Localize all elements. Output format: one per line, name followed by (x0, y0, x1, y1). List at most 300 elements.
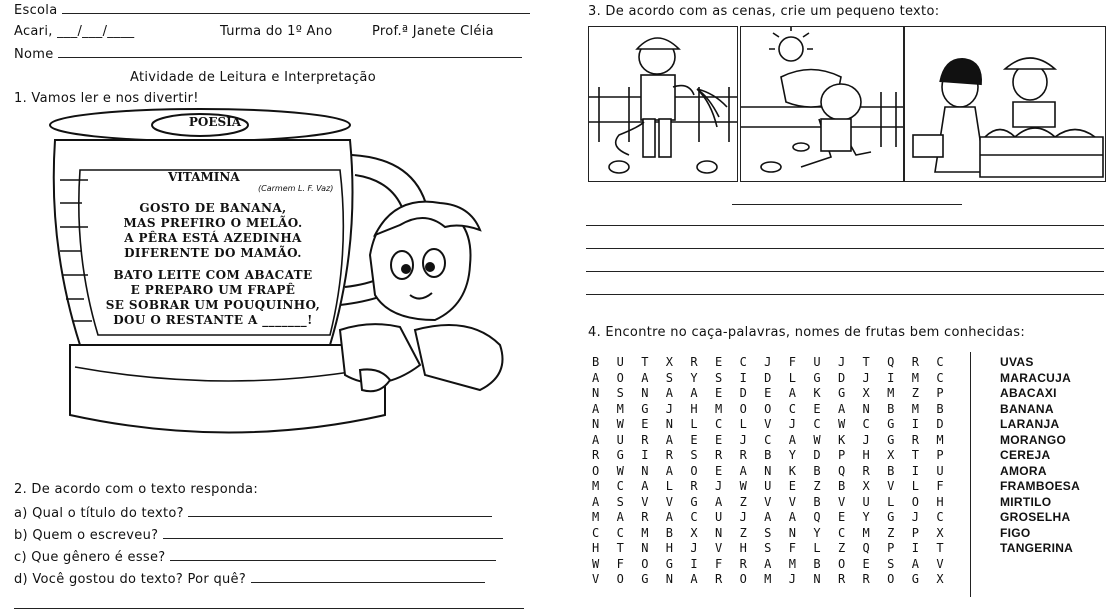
grid-letter[interactable]: O (911, 494, 919, 509)
grid-letter[interactable]: G (616, 448, 624, 462)
grid-letter[interactable]: A (592, 432, 600, 447)
grid-letter[interactable]: C (936, 510, 944, 524)
grid-letter[interactable]: D (936, 417, 944, 431)
q2-d-extra-line[interactable] (14, 608, 524, 609)
grid-letter[interactable]: I (911, 541, 919, 555)
grid-row (592, 355, 961, 371)
word-list-item: TANGERINA (1000, 541, 1074, 555)
grid-letter[interactable]: K (813, 386, 821, 400)
grid-letter[interactable]: L (887, 494, 895, 509)
grid-letter[interactable]: E (714, 386, 723, 400)
grid-letter[interactable]: R (641, 510, 649, 524)
grid-letter[interactable]: D (837, 370, 846, 385)
grid-letter[interactable]: Q (837, 463, 846, 478)
grid-letter[interactable]: C (592, 525, 600, 540)
grid-letter[interactable]: W (592, 556, 600, 571)
grid-letter[interactable]: L (813, 541, 821, 555)
grid-letter[interactable]: J (911, 510, 919, 524)
grid-letter[interactable]: R (592, 448, 600, 462)
grid-letter[interactable]: B (813, 556, 821, 571)
grid-letter[interactable]: N (665, 572, 674, 586)
grid-letter[interactable]: Y (788, 448, 796, 462)
grid-letter[interactable]: V (788, 494, 796, 509)
grid-letter[interactable]: X (665, 355, 674, 369)
grid-letter[interactable]: L (788, 370, 796, 385)
grid-letter[interactable]: V (641, 494, 649, 509)
q4-label: 4. Encontre no caça-palavras, nomes de frutas bem conhecidas: (588, 325, 1026, 340)
grid-letter[interactable]: V (936, 556, 944, 571)
grid-letter[interactable]: O (616, 370, 624, 385)
grid-letter[interactable]: J (739, 432, 747, 447)
grid-letter[interactable]: E (764, 386, 772, 400)
school-line (14, 2, 530, 18)
grid-letter[interactable]: A (592, 494, 600, 509)
grid-letter[interactable]: A (641, 370, 649, 385)
grid-letter[interactable]: X (862, 386, 870, 400)
grid-letter[interactable]: V (665, 494, 674, 509)
q2-c-label: c) Que gênero é esse? (14, 550, 166, 565)
poem-title: VITAMINA (168, 170, 240, 184)
word-list-item: FRAMBOESA (1000, 479, 1081, 493)
grid-letter[interactable]: R (641, 432, 649, 447)
grid-letter[interactable]: B (936, 401, 944, 416)
grid-letter[interactable]: E (862, 556, 870, 571)
grid-letter[interactable]: G (641, 572, 649, 586)
grid-letter[interactable]: B (813, 463, 821, 478)
grid-letter[interactable]: R (862, 572, 870, 586)
grid-letter[interactable]: Z (911, 386, 919, 400)
grid-row (592, 386, 961, 402)
q2-a (14, 505, 492, 521)
grid-letter[interactable]: C (616, 479, 624, 493)
grid-letter[interactable]: K (788, 463, 796, 478)
grid-letter[interactable]: G (813, 370, 821, 385)
grid-letter[interactable]: O (592, 463, 600, 478)
grid-letter[interactable]: J (764, 355, 772, 369)
grid-letter[interactable]: T (936, 541, 944, 555)
grid-letter[interactable]: M (862, 525, 870, 540)
teacher-label: Prof.ª Janete Cléia (372, 24, 494, 39)
grid-letter[interactable]: C (862, 417, 870, 431)
grid-letter[interactable]: X (936, 525, 944, 540)
grid-letter[interactable]: U (813, 355, 821, 369)
grid-letter[interactable]: Z (739, 494, 747, 509)
grid-letter[interactable]: X (862, 479, 870, 493)
grid-letter[interactable]: E (813, 401, 821, 416)
grid-letter[interactable]: B (592, 355, 600, 369)
poem-stanza-1 (78, 201, 348, 261)
grid-letter[interactable]: H (592, 541, 600, 555)
name-label: Nome (14, 47, 54, 62)
grid-letter[interactable]: J (739, 510, 747, 524)
grid-letter[interactable]: O (641, 556, 649, 571)
grid-letter[interactable]: N (641, 463, 649, 478)
class-label: Turma do 1º Ano (220, 24, 333, 39)
grid-letter[interactable]: V (837, 494, 846, 509)
word-list-divider (970, 352, 971, 597)
grid-letter[interactable]: R (665, 448, 674, 462)
grid-letter[interactable]: N (788, 525, 796, 540)
grid-letter[interactable]: C (616, 525, 624, 540)
grid-letter[interactable]: P (837, 448, 846, 462)
grid-letter[interactable]: E (837, 510, 846, 524)
grid-letter[interactable]: M (936, 432, 944, 447)
grid-letter[interactable]: A (690, 572, 698, 586)
grid-letter[interactable]: C (764, 432, 772, 447)
grid-letter[interactable]: S (616, 494, 624, 509)
grid-letter[interactable]: C (936, 355, 944, 369)
grid-letter[interactable]: T (862, 355, 870, 369)
grid-letter[interactable]: G (887, 510, 895, 524)
q2-d-label: d) Você gostou do texto? Por quê? (14, 572, 247, 587)
grid-letter[interactable]: S (714, 370, 723, 385)
grid-letter[interactable]: F (936, 479, 944, 493)
date-label: Acari, ___/___/____ (14, 24, 135, 39)
grid-letter[interactable]: U (862, 494, 870, 509)
grid-letter[interactable]: P (911, 525, 919, 540)
grid-letter[interactable]: A (764, 510, 772, 524)
q3-text-line[interactable] (586, 225, 1104, 226)
grid-letter[interactable]: M (911, 370, 919, 385)
q2-d-answer-field[interactable] (251, 571, 485, 583)
grid-letter[interactable]: B (837, 479, 846, 493)
word-list-item: AMORA (1000, 463, 1047, 478)
grid-letter[interactable]: H (862, 448, 870, 462)
q3-text-line[interactable] (586, 271, 1104, 272)
grid-letter[interactable]: M (592, 510, 600, 524)
grid-letter[interactable]: G (641, 401, 649, 416)
word-list-item: FIGO (1000, 525, 1031, 540)
grid-letter[interactable]: A (788, 432, 796, 447)
grid-letter[interactable]: C (813, 417, 821, 431)
grid-letter[interactable]: H (739, 541, 747, 555)
word-list-item: MIRTILO (1000, 494, 1052, 509)
q2-a-answer-field[interactable] (188, 505, 492, 517)
grid-letter[interactable]: N (592, 386, 600, 400)
grid-letter[interactable]: B (813, 494, 821, 509)
grid-letter[interactable]: B (887, 463, 895, 478)
grid-letter[interactable]: C (690, 510, 698, 524)
grid-letter[interactable]: V (764, 494, 772, 509)
grid-letter[interactable]: F (788, 355, 796, 369)
grid-letter[interactable]: W (616, 463, 624, 478)
word-list (1000, 355, 1080, 557)
grid-letter[interactable]: N (862, 401, 870, 416)
grid-letter[interactable]: D (813, 448, 821, 462)
grid-letter[interactable]: I (739, 370, 747, 385)
scene-panel-2 (740, 26, 904, 182)
q2-c-answer-field[interactable] (170, 549, 496, 561)
grid-letter[interactable]: G (837, 386, 846, 400)
grid-letter[interactable]: N (764, 463, 772, 478)
child-with-basket-icon (741, 27, 903, 181)
word-list-item: CEREJA (1000, 448, 1051, 462)
grid-letter[interactable]: Z (739, 525, 747, 540)
grid-letter[interactable]: V (764, 417, 772, 431)
grid-letter[interactable]: U (714, 510, 723, 524)
grid-letter[interactable]: L (665, 479, 674, 493)
grid-row (592, 510, 961, 526)
grid-letter[interactable]: U (936, 463, 944, 478)
scene-panel-1 (588, 26, 738, 182)
word-list-item: BANANA (1000, 401, 1054, 416)
grid-letter[interactable]: M (788, 556, 796, 571)
grid-letter[interactable]: N (813, 572, 821, 586)
q2-d (14, 571, 485, 587)
school-label: Escola (14, 3, 58, 18)
grid-letter[interactable]: A (764, 556, 772, 571)
grid-letter[interactable]: J (862, 432, 870, 447)
grid-letter[interactable]: N (665, 417, 674, 431)
grid-letter[interactable]: V (592, 572, 600, 586)
grid-row (592, 495, 961, 511)
grid-letter[interactable]: P (936, 448, 944, 462)
grid-row (592, 433, 961, 449)
grid-letter[interactable]: I (911, 463, 919, 478)
grid-letter[interactable]: N (641, 541, 649, 555)
grid-letter[interactable]: C (739, 355, 747, 369)
grid-row (592, 448, 961, 464)
q3-label: 3. De acordo com as cenas, crie um pequeno texto: (588, 4, 940, 19)
poem-line: DOU O RESTANTE A _______! (113, 313, 313, 327)
grid-letter[interactable]: M (764, 572, 772, 586)
grid-letter[interactable]: T (616, 541, 624, 555)
grid-letter[interactable]: O (764, 401, 772, 416)
grid-letter[interactable]: R (911, 355, 919, 369)
grid-letter[interactable]: Z (887, 525, 895, 540)
grid-letter[interactable]: A (739, 463, 747, 478)
grid-letter[interactable]: Q (862, 541, 870, 555)
grid-letter[interactable]: Y (690, 370, 698, 385)
grid-letter[interactable]: U (616, 355, 624, 369)
word-list-item: MORANGO (1000, 432, 1067, 447)
poem-line: DIFERENTE DO MAMÃO. (124, 246, 302, 260)
grid-letter[interactable]: G (665, 556, 674, 571)
grid-letter[interactable]: R (690, 479, 698, 493)
grid-letter[interactable]: L (690, 417, 698, 431)
grid-letter[interactable]: B (665, 525, 674, 540)
word-search-grid[interactable] (592, 355, 961, 588)
q3-text-line[interactable] (586, 248, 1104, 249)
grid-letter[interactable]: E (788, 479, 796, 493)
grid-letter[interactable]: J (714, 479, 723, 493)
grid-letter[interactable]: J (837, 355, 846, 369)
grid-letter[interactable]: X (887, 448, 895, 462)
grid-letter[interactable]: A (665, 386, 674, 400)
grid-letter[interactable]: N (641, 386, 649, 400)
word-list-item: ABACAXI (1000, 386, 1057, 400)
q1-label: 1. Vamos ler e nos divertir! (14, 91, 199, 106)
grid-letter[interactable]: A (714, 494, 723, 509)
grid-letter[interactable]: M (592, 479, 600, 493)
grid-letter[interactable]: E (690, 432, 698, 447)
grid-letter[interactable]: N (592, 417, 600, 431)
grid-letter[interactable]: E (714, 432, 723, 447)
grid-letter[interactable]: M (616, 401, 624, 416)
grid-letter[interactable]: Q (813, 510, 821, 524)
word-list-item: GROSELHA (1000, 510, 1071, 524)
grid-letter[interactable]: O (616, 572, 624, 586)
grid-letter[interactable]: A (616, 510, 624, 524)
grid-letter[interactable]: P (936, 386, 944, 400)
grid-letter[interactable]: A (788, 386, 796, 400)
grid-letter[interactable]: U (616, 432, 624, 447)
grid-row (592, 417, 961, 433)
grid-letter[interactable]: K (837, 432, 846, 447)
grid-letter[interactable]: A (665, 432, 674, 447)
grid-letter[interactable]: R (739, 556, 747, 571)
activity-title: Atividade de Leitura e Interpretação (130, 70, 376, 85)
grid-letter[interactable]: R (739, 448, 747, 462)
q2-b (14, 527, 503, 543)
name-field[interactable] (58, 46, 522, 58)
grid-letter[interactable]: I (911, 417, 919, 431)
grid-letter[interactable]: R (714, 572, 723, 586)
grid-letter[interactable]: M (641, 525, 649, 540)
grid-row (592, 557, 961, 573)
grid-letter[interactable]: D (764, 370, 772, 385)
grid-row (592, 464, 961, 480)
grid-letter[interactable]: R (837, 572, 846, 586)
grid-letter[interactable]: G (911, 572, 919, 586)
grid-letter[interactable]: R (690, 355, 698, 369)
grid-letter[interactable]: B (764, 448, 772, 462)
grid-letter[interactable]: U (764, 479, 772, 493)
grid-letter[interactable]: V (714, 541, 723, 555)
grid-letter[interactable]: J (788, 417, 796, 431)
grid-letter[interactable]: L (739, 417, 747, 431)
grid-letter[interactable]: I (690, 556, 698, 571)
grid-letter[interactable]: R (714, 448, 723, 462)
word-list-item: UVAS (1000, 355, 1034, 369)
grid-letter[interactable]: A (665, 463, 674, 478)
grid-letter[interactable]: J (690, 541, 698, 555)
grid-letter[interactable]: W (616, 417, 624, 431)
q3-title-line[interactable] (732, 204, 962, 205)
grid-letter[interactable]: C (788, 401, 796, 416)
grid-letter[interactable]: L (911, 479, 919, 493)
grid-letter[interactable]: Y (813, 525, 821, 540)
grid-letter[interactable]: S (690, 448, 698, 462)
grid-letter[interactable]: A (641, 479, 649, 493)
q2-c (14, 549, 496, 565)
fruit-market-icon (905, 27, 1105, 181)
grid-letter[interactable]: W (739, 479, 747, 493)
grid-letter[interactable]: R (862, 463, 870, 478)
grid-letter[interactable]: Z (837, 541, 846, 555)
grid-letter[interactable]: O (739, 572, 747, 586)
q3-text-line[interactable] (586, 294, 1104, 295)
school-field[interactable] (62, 2, 530, 14)
grid-letter[interactable]: G (887, 432, 895, 447)
grid-row (592, 541, 961, 557)
poem-line: BATO LEITE COM ABACATE (113, 268, 313, 282)
word-list-item: LARANJA (1000, 417, 1060, 431)
grid-letter[interactable]: Q (887, 355, 895, 369)
poem-line: E PREPARO UM FRAPÊ (130, 283, 296, 297)
grid-letter[interactable]: A (911, 556, 919, 571)
grid-letter[interactable]: J (862, 370, 870, 385)
grid-letter[interactable]: D (739, 386, 747, 400)
grid-letter[interactable]: V (887, 479, 895, 493)
grid-letter[interactable]: E (714, 355, 723, 369)
poem-author: (Carmem L. F. Vaz) (258, 184, 334, 193)
grid-letter[interactable]: S (616, 386, 624, 400)
grid-letter[interactable]: H (665, 541, 674, 555)
grid-letter[interactable]: G (690, 494, 698, 509)
grid-letter[interactable]: B (887, 401, 895, 416)
grid-letter[interactable]: T (641, 355, 649, 369)
grid-letter[interactable]: P (887, 541, 895, 555)
grid-row (592, 479, 961, 495)
grid-letter[interactable]: A (592, 401, 600, 416)
grid-letter[interactable]: H (690, 401, 698, 416)
grid-letter[interactable]: A (665, 510, 674, 524)
grid-letter[interactable]: S (764, 525, 772, 540)
grid-letter[interactable]: A (690, 386, 698, 400)
scene-panel-3 (904, 26, 1106, 182)
grid-letter[interactable]: H (936, 494, 944, 509)
grid-row (592, 526, 961, 542)
grid-letter[interactable]: F (714, 556, 723, 571)
grid-row (592, 371, 961, 387)
grid-letter[interactable]: A (788, 510, 796, 524)
grid-letter[interactable]: A (837, 401, 846, 416)
word-list-item: MARACUJA (1000, 370, 1072, 385)
grid-letter[interactable]: E (714, 463, 723, 478)
grid-letter[interactable]: I (887, 370, 895, 385)
grid-letter[interactable]: W (837, 417, 846, 431)
grid-letter[interactable]: R (911, 432, 919, 447)
q2-b-answer-field[interactable] (163, 527, 503, 539)
grid-letter[interactable]: N (714, 525, 723, 540)
grid-letter[interactable]: X (936, 572, 944, 586)
grid-letter[interactable]: F (616, 556, 624, 571)
grid-letter[interactable]: A (592, 370, 600, 385)
grid-letter[interactable]: C (837, 525, 846, 540)
grid-letter[interactable]: S (665, 370, 674, 385)
grid-letter[interactable]: Y (862, 510, 870, 524)
poem-line: SE SOBRAR UM POUQUINHO, (105, 298, 321, 312)
grid-letter[interactable]: J (665, 401, 674, 416)
grid-letter[interactable]: I (641, 448, 649, 462)
grid-letter[interactable]: C (714, 417, 723, 431)
grid-letter[interactable]: E (641, 417, 649, 431)
grid-letter[interactable]: Z (813, 479, 821, 493)
grid-letter[interactable]: C (936, 370, 944, 385)
q2-b-label: b) Quem o escreveu? (14, 528, 159, 543)
grid-letter[interactable]: J (788, 572, 796, 586)
grid-letter[interactable]: F (788, 541, 796, 555)
grid-letter[interactable]: T (911, 448, 919, 462)
grid-letter[interactable]: S (887, 556, 895, 571)
poem-line: MAS PREFIRO O MELÃO. (123, 216, 303, 230)
grid-letter[interactable]: M (911, 401, 919, 416)
grid-letter[interactable]: G (887, 417, 895, 431)
pitcher-tag: POESIA (188, 115, 242, 129)
q2-label: 2. De acordo com o texto responda: (14, 482, 258, 497)
grid-letter[interactable]: M (714, 401, 723, 416)
grid-letter[interactable]: O (887, 572, 895, 586)
grid-letter[interactable]: O (690, 463, 698, 478)
grid-letter[interactable]: O (837, 556, 846, 571)
grid-letter[interactable]: X (690, 525, 698, 540)
grid-letter[interactable]: S (764, 541, 772, 555)
grid-letter[interactable]: W (813, 432, 821, 447)
grid-letter[interactable]: M (887, 386, 895, 400)
grid-letter[interactable]: O (739, 401, 747, 416)
name-line (14, 46, 522, 62)
